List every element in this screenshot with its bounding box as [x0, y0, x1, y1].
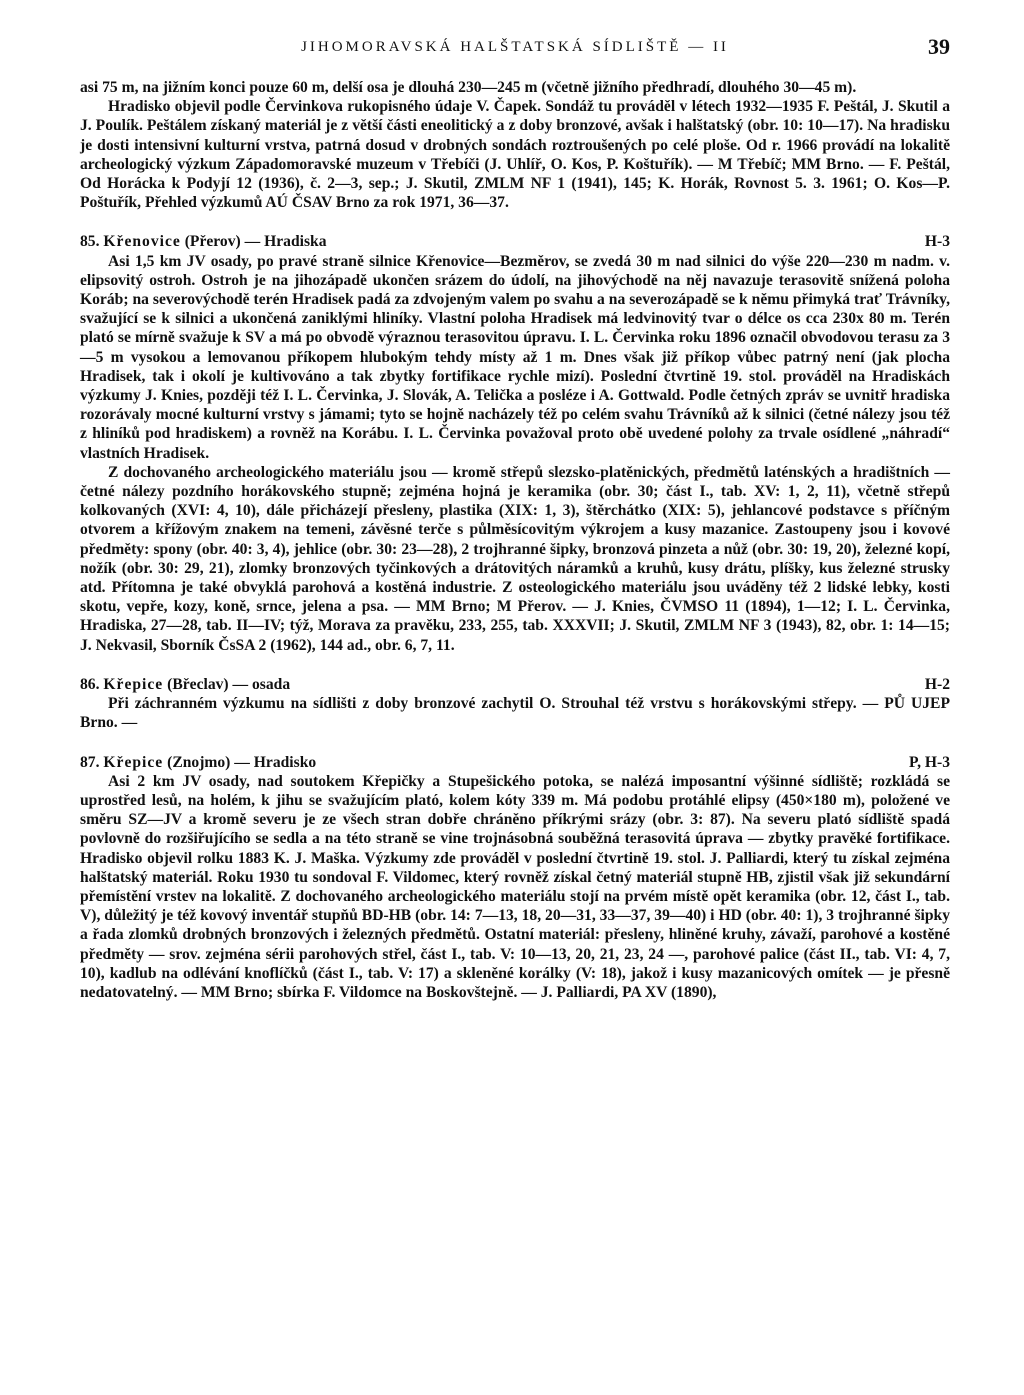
body-text [80, 78, 950, 1002]
entry-87 [80, 753, 950, 1003]
entry-place: Křepice [103, 675, 164, 693]
entry-85 [80, 232, 950, 654]
entry-number: 87. [80, 753, 100, 771]
page-number: 39 [928, 34, 950, 59]
paragraph: Asi 1,5 km JV osady, po pravé straně silnice Křenovice—Bezměrov, se zvedá 30 m nad silnici do výše 220—230 m nadm. v. elipsovitý ostroh. Ostroh je na jihozápadě ukončen srázem do údolí, na jihovýchodě na něj navazuje terasovitě snížená poloha Koráb; na severovýchodě terén Hradisek padá za zdvojeným valem po svahu a na severozápadě se k němu přimyká trať Trávníky, svažující se k silnici a ukončená zaniklými hliníky. Vlastní poloha Hradisek má ledvinovitý tvar o délce os cca 230x 80 m. Terén plató se mírně svažuje k SV a má po obvodě výraznou terasovitou úpravu. I. L. Červinka roku 1896 označil obvodovou terasu za 3—5 m vysokou a lemovanou příkopem hlubokým tehdy místy až 1 m. Dnes však již příkop vůbec patrný není (jak plocha Hradisek, tak i okolí je kultivováno a tak zbytky fortifikace rychle mizí). Poslední čtvrtině 19. stol. prováděl na Hradiskách výzkumy J. Knies, později též I. L. Červinka, J. Slovák, A. Telička a posléze i A. Gottwald. Podle četných zpráv se uvnitř hradiska rozorávaly mocné kulturní vrstvy s jámami; tyto se hojně nacházely též po celém svahu Trávníků až k silnici (četné nálezy jsou též z hliníků pod hradiskem) a rovněž na Korábu. I. L. Červinka považoval proto obě uvedené polohy za trvale osídlené „náhradí“ vlastních Hradisek. [80, 252, 950, 462]
paragraph: Hradisko objevil podle Červinkova rukopisného údaje V. Čapek. Sondáž tu prováděl v létech 1932—1935 F. Peštál, J. Skutil a J. Poulík. Peštálem získaný materiál je z větší části eneolitický a z doby bronzové, avšak i halštatský (obr. 10: 10—17). Na hradisku je dosti intensivní kulturní vrstva, patrná dosud v drobných sondách roztroušených po celé ploše. Od r. 1966 provádí na lokalitě archeologický výzkum Západomoravské muzeum v Třebíči (J. Uhlíř, O. Kos, P. Koštuřík). — M Třebíč; MM Brno. — F. Peštál, Od Horácka k Podyjí 12 (1936), č. 2—3, sep.; J. Skutil, ZMLM NF 1 (1941), 145; K. Horák, Rovnost 5. 3. 1961; O. Kos—P. Poštuřík, Přehled výzkumů AÚ ČSAV Brno za rok 1971, 36—37. [80, 98, 950, 212]
entry-number: 86. [80, 675, 100, 693]
entry-code: H-3 [924, 233, 950, 251]
paragraph: Při záchranném výzkumu na sídlišti z doby bronzové zachytil O. Strouhal též vrstvu s horákovskými střepy. — PŮ UJEP Brno. — [80, 695, 950, 732]
continuation-paragraph: asi 75 m, na jižním konci pouze 60 m, delší osa je dlouhá 230—245 m (včetně jižního předhradí, dlouhého 30—45 m). [80, 79, 857, 96]
entry-86 [80, 675, 950, 733]
entry-code: P, H-3 [908, 753, 950, 771]
paragraph: Z dochovaného archeologického materiálu jsou — kromě střepů slezsko-platěnických, předmětů laténských a hradištních — četné nálezy pozdního horákovského stupně; zejména hojná je keramika (obr. 30; část I., tab. XV: 1, 2, 11), včetně střepů kolkovaných (XVI: 4, 10), dále přicházejí přesleny, plastika (XIX: 1, 3), štěrchátko (XIX: 5), jehlancové podstavce s příčným otvorem a křížovým znakem na temeni, závěsné terče s půlměsícovitým výkrojem a kusy mazanice. Zastoupeny jsou i kovové předměty: spony (obr. 40: 3, 4), jehlice (obr. 30: 23—28), 2 trojhranné šipky, bronzová pinzeta a nůž (obr. 30: 19, 20), železné kopí, nožík (obr. 30: 29, 21), zlomky bronzových tyčinkových a drátovitých náramků a kruhů, kusy drátu, plíšky, kus železné strusky atd. Přítomna je také obvyklá parohová a kostěná industrie. Z osteologického materiálu jsou uváděny též 2 lidské lebky, kosti skotu, vepře, kozy, koně, srnce, jelena a psa. — MM Brno; M Přerov. — J. Knies, ČVMSO 11 (1894), 1—12; I. L. Červinka, Hradiska, 27—28, tab. II—IV; týž, Morava za pravěku, 233, 255, tab. XXXVII; J. Skutil, ZMLM NF 3 (1943), 82, obr. 1: 14—15; J. Nekvasil, Sborník ČsSA 2 (1962), 144 ad., obr. 6, 7, 11. [80, 463, 950, 654]
entry-heading [80, 232, 950, 251]
entry-code: H-2 [924, 675, 950, 693]
entry-locality: (Znojmo) — Hradisko [167, 753, 317, 771]
running-title: JIHOMORAVSKÁ HALŠTATSKÁ SÍDLIŠTĚ — II [301, 39, 729, 55]
entry-locality: (Přerov) — Hradiska [184, 233, 327, 251]
paragraph: Asi 2 km JV osady, nad soutokem Křepičky a Stupešického potoka, se nalézá imposantní výšinné sídliště; rozkládá se uprostřed lesů, na holém, k jihu se svažujícím plató, kolem kóty 339 m. Má podobu protáhlé elipsy (450×180 m), položené ve směru SZ—JV a kromě severu je ze všech stran dobře chráněno příkrými srázy (obr. 3: 87). Na severu plató sídliště spadá povlovně do rozšiřujícího se sedla a na této straně se vine trojnásobná souběžná terasovitá úprava — zbytky pravěké fortifikace. Hradisko objevil rolku 1883 K. J. Maška. Výzkumy zde prováděl v poslední čtvrtině 19. stol. J. Palliardi, který tu získal zejména halštatský materiál. Roku 1930 tu sondoval F. Vildomec, který rovněž získal četný materiál stupně HB, zjistil však již sekundární přemístění vrstev na lokalitě. Z dochovaného archeologického materiálu stojí na prvém místě opět keramika (obr. 12, část I., tab. V), důležitý je též kovový inventář stupňů BD-HB (obr. 14: 7—13, 18, 20—31, 33—37, 39—40) i HD (obr. 40: 1), 3 trojhranné šipky a řada zlomků drobných bronzových i železných předmětů. Ostatní materiál: přesleny, hliněné kruhy, závaží, parohové a kostěné předměty — srov. zejména sérii parohových střel, část I., tab. V: 10—13, 20, 21, 23, 24 —, parohové palice (část II., tab. VI: 4, 7, 10), kadlub na odlévání knoflíčků (část I., tab. V: 17) a skleněné korálky (V: 18), jakož i kusy mazanicových omítek — je přesně nedatovatelný. — MM Brno; sbírka F. Vildomce na Boskovštejně. — J. Palliardi, PA XV (1890), [80, 772, 950, 1001]
entry-place: Křepice [103, 753, 164, 771]
running-head [80, 32, 950, 62]
entry-heading [80, 675, 950, 694]
entry-locality: (Břeclav) — osada [167, 675, 291, 693]
entry-heading [80, 753, 950, 772]
entry-place: Křenovice [103, 233, 181, 251]
entry-number: 85. [80, 233, 100, 251]
